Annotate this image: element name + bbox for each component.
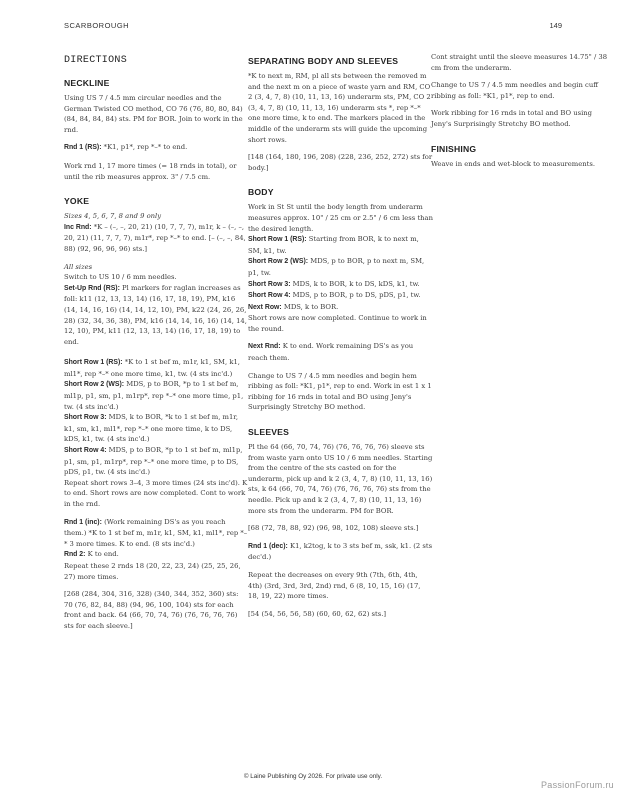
yoke-sr3-text: MDS, k to BOR, *k to 1 st bef m, m1r, k1, sm, k1, ml1*, rep *–* one more time, k to DS, kDS, k1, tw. (4 sts inc'd.) [64,413,238,444]
body-sr2-text: MDS, p to BOR, p to next m, SM, p1, tw. [248,257,425,277]
yoke-setup-text: Pl markers for raglan increases as foll: k11 (12, 13, 13, 14) (16, 17, 18, 19), PM, k16 (14, 14, 16, 16) (14, 14, 12, 10), PM, k22 (24, 26, 26, 28) (32, 34, 36, 38), PM, k16 (14, 14, 16, 16) (14, 14, 12, 10), PM, k11 (12, 13, 13, 14) (16, 17, 18, 19) to end. [64,283,247,346]
sleeves-dec-text: K1, k2tog, k to 3 sts bef m, ssk, k1. (2 sts dec'd.) [248,541,433,562]
body-sr4-text: MDS, p to BOR, p to DS, pDS, p1, tw. [290,291,421,300]
sleeves-totals: [54 (54, 56, 56, 58) (60, 60, 62, 62) sts.] [248,609,387,618]
column-middle [248,52,433,626]
sleeves-cuff: Change to US 7 / 4.5 mm needles and begin cuff ribbing as foll: *K1, p1*, rep to end. [431,81,599,100]
yoke-sr1-text: *K to 1 st bef m, m1r, k1, SM, k1, ml1*, rep *–* one more time, k1, tw. (4 sts inc'd.) [64,358,240,378]
yoke-rnd2-text: K to end. [85,550,119,559]
yoke-sr3-label: Short Row 3: [64,414,107,422]
page-title: DIRECTIONS [64,55,128,66]
yoke-rnd-repeat: Repeat these 2 rnds 18 (20, 22, 23, 24) (25, 25, 26, 27) more times. [64,561,241,581]
body-heading: BODY [248,187,274,198]
neckline-rnd1 [64,142,249,154]
neckline-heading: NECKLINE [64,78,110,88]
column-right [431,52,609,176]
body-sr3-text: MDS, k to BOR, k to DS, kDS, k1, tw. [290,279,420,288]
body-short-rows [248,202,433,334]
neckline-rnd1-label: Rnd 1 (RS): [64,144,102,152]
sleeves-dec-rnd [248,541,433,563]
yoke-rnd2-label: Rnd 2: [64,551,86,559]
body-sr2-label: Short Row 2 (WS): [248,258,309,266]
watermark: PassionForum.ru [540,780,614,790]
yoke-all-sizes: All sizes [64,262,93,271]
body-completed: Short rows are now completed. Continue to work in the round. [248,314,427,333]
separating-totals: [148 (164, 180, 196, 208) (228, 236, 252, 272) sts for body.] [248,153,433,172]
body-hem: Change to US 7 / 4.5 mm needles and begin hem ribbing as foll: *K1, p1*, rep to end. Work in est 1 x 1 ribbing for 16 rnds in total and BO using Jeny's Surprisingly Stretchy BO method. [248,371,432,412]
yoke-heading: YOKE [64,196,90,207]
finishing-heading: FINISHING [431,143,477,154]
sleeves-pickup: Pl the 64 (66, 70, 74, 76) (76, 76, 76, 76) sleeve sts from waste yarn onto US 10 / 6 mm needles. Starting from the centre of the sts casted on for the underarm, pick up and k 2 (3, 4, 7, 8) (10, 11, 13, 16) sts, k 64 (66, 70, 74, 76) (76, 76, 76, 76) sts from the needle. Pick up and k 2 (3, 4, 7, 8) (10, 11, 13, 16) more sts from the underarm. PM for BOR. [248,443,433,515]
body-next-row-label: Next Row: [248,303,282,311]
sleeves-heading: SLEEVES [248,427,290,438]
yoke-switch: Switch to US 10 / 6 mm needles. [64,273,177,282]
body-next-rnd [248,341,433,363]
body-sr1-label: Short Row 1 (RS): [248,236,307,244]
body-intro: Work in St St until the body length from underarm measures approx. 10" / 25 cm or 2.5" / 6 cm less than the desired length. [248,203,433,233]
yoke-short-rows [64,357,249,509]
running-header: SCARBOROUGH [64,21,130,30]
body-next-row-text: MDS, k to BOR. [281,302,339,311]
finishing-text: Weave in ends and wet-block to measurements. [431,159,596,168]
separating-instructions: *K to next m, RM, pl all sts between the removed m and the next m on a piece of waste yarn and RM, CO 2 (3, 4, 7, 8) (10, 11, 13, 16) underarm sts, PM, CO 2 (3, 4, 7, 8) (10, 11, 13, 16) underarm sts *, rep *–* one more time, k to end. The markers placed in the middle of the underarm sts will guide the upcoming short rows. [248,72,431,144]
body-sr1-text: Starting from BOR, k to next m, SM, k1, tw. [248,235,419,255]
neckline-intro: Using US 7 / 4.5 mm circular needles and the German Twisted CO method, CO 76 (76, 80, 80, 84) (84, 84, 84, 84) sts. PM for BOR. Join to work in the rnd. [64,94,243,134]
yoke-sr4-text: MDS, p to BOR, *p to 1 st bef m, ml1p, p1, sm, p1, m1rp*, rep *–* one more time, p to DS, pDS, p1, tw. (4 sts inc'd.) [64,446,243,477]
sleeves-count: [68 (72, 78, 88, 92) (96, 98, 102, 108) sleeve sts.] [248,524,419,533]
yoke-sr-repeat: Repeat short rows 3–4, 3 more times (24 sts inc'd). K to end. Short rows are now completed. Cont to work in the rnd. [64,478,248,508]
separating-heading: SEPARATING BODY AND SLEEVES [248,56,399,66]
sleeves-cont: Cont straight until the sleeve measures 14.75" / 38 cm from the underarm. [431,53,608,72]
page-number: 149 [549,21,562,30]
yoke-totals: [268 (284, 304, 316, 328) (340, 344, 352, 360) sts: 70 (76, 82, 84, 88) (94, 96, 100, 104) sts for each front and back. 64 (66, 70, 74, 76) (76, 76, 76, 76) sts for each sleeve.] [64,590,239,630]
column-left [64,52,249,639]
yoke-sr1-label: Short Row 1 (RS): [64,359,123,367]
yoke-sizes-label: Sizes 4, 5, 6, 7, 8 and 9 only [64,212,162,221]
yoke-inc-text: *K – (–, –, 20, 21) (10, 7, 7, 7), m1r, k – (–, –, 20, 21) (11, 7, 7, 7), m1r*, rep *–* to end. [– (–, –, 84, 88) (92, 96, 96, 96) sts.] [64,222,246,253]
yoke-sr4-label: Short Row 4: [64,447,107,455]
neckline-repeat: Work rnd 1, 17 more times (= 18 rnds in total), or until the rib measures approx. 3" / 7.5 cm. [64,161,237,181]
yoke-switch-setup [64,272,249,347]
sleeves-repeat: Repeat the decreases on every 9th (7th, 6th, 4th, 4th) (3rd, 3rd, 3rd, 2nd) rnd, 6 (8, 10, 15, 16) (17, 18, 19, 22) more times. [248,570,421,601]
sleeves-ribbing: Work ribbing for 16 rnds in total and BO using Jeny's Surprisingly Stretchy BO method. [431,109,593,128]
neckline-rnd1-text: *K1, p1*, rep *–* to end. [101,143,188,152]
body-sr4-label: Short Row 4: [248,292,291,300]
sleeves-dec-label: Rnd 1 (dec): [248,542,288,550]
yoke-rnds [64,517,249,583]
yoke-rnd1-text: (Work remaining DS's as you reach them.) *K to 1 st bef m, m1r, k1, SM, k1, ml1*, rep *–* 3 more times. K to end. (8 sts inc'd.) [64,517,248,548]
yoke-inc-label: Inc Rnd: [64,223,92,231]
yoke-inc-rnd [64,222,249,255]
body-next-rnd-label: Next Rnd: [248,343,281,351]
yoke-sr2-label: Short Row 2 (WS): [64,381,125,389]
yoke-rnd1-label: Rnd 1 (inc): [64,518,102,526]
copyright-footer: © Laine Publishing Oy 2026. For private use only. [243,773,383,780]
yoke-setup-label: Set-Up Rnd (RS): [64,284,120,292]
yoke-sr2-text: MDS, p to BOR, *p to 1 st bef m, ml1p, p1, sm, p1, m1rp*, rep *–* one more time, p1, tw. (4 sts inc'd.) [64,380,244,411]
body-next-rnd-text: K to end. Work remaining DS's as you reach them. [248,342,414,363]
body-sr3-label: Short Row 3: [248,280,291,288]
